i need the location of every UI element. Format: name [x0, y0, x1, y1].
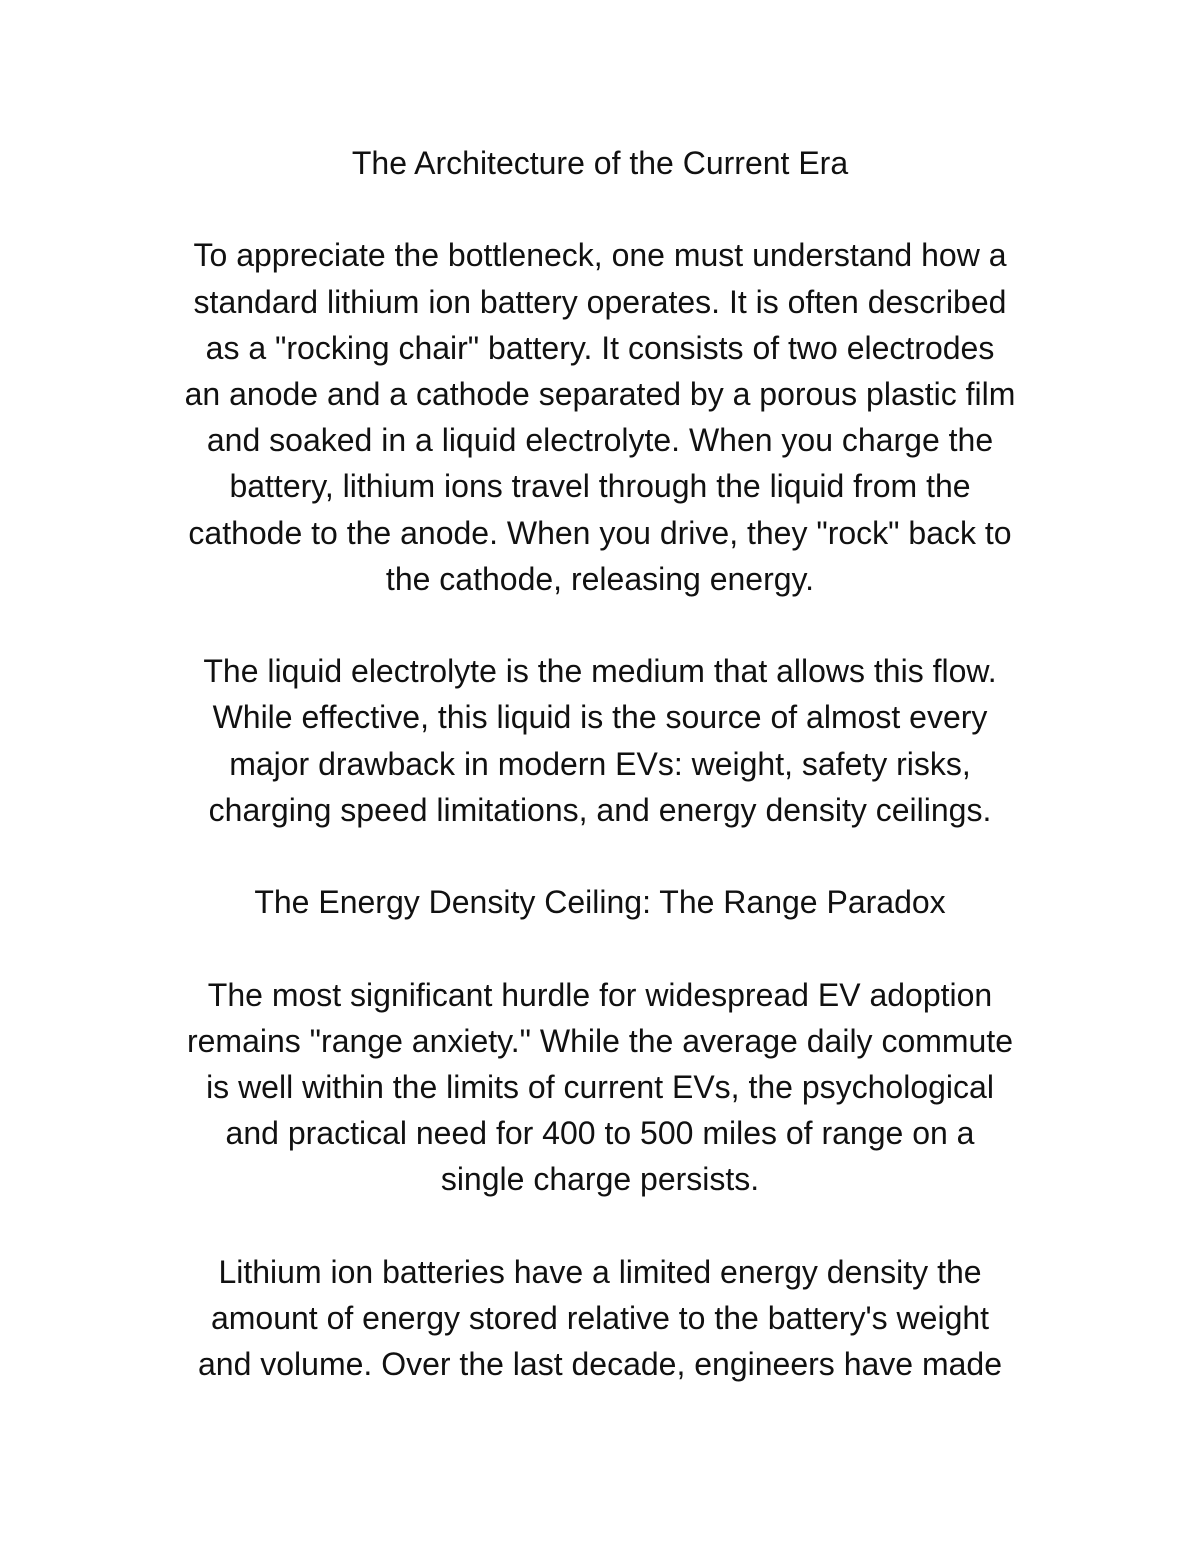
body-paragraph: Lithium ion batteries have a limited energy density the amount of energy stored relative to the battery's weight and volume. Over the last decade, engineers have made — [197, 1253, 1003, 1383]
spacer — [130, 602, 1070, 648]
section-heading: The Energy Density Ceiling: The Range Paradox — [254, 884, 946, 921]
spacer — [130, 925, 1070, 971]
spacer — [130, 186, 1070, 232]
body-paragraph: The liquid electrolyte is the medium that allows this flow. While effective, this liquid is the source of almost every major drawback in modern EVs: weight, safety risks, charging speed limitations, and energy density ceilings. — [203, 653, 997, 828]
spacer — [130, 833, 1070, 879]
document-body — [130, 140, 1070, 1387]
section-heading: The Architecture of the Current Era — [351, 145, 849, 181]
body-paragraph: To appreciate the bottleneck, one must understand how a standard lithium ion battery operates. It is often described as a "rocking chair" battery. It consists of two electrodes an anode and a cathode separated by a porous plastic film and soaked in a liquid electrolyte. When you charge the battery, lithium ions travel through the liquid from the cathode to the anode. When you drive, they "rock" back to the cathode, releasing energy. — [184, 237, 1016, 597]
spacer — [130, 1203, 1070, 1249]
body-paragraph: The most significant hurdle for widespread EV adoption remains "range anxiety." While the average daily commute is well within the limits of current EVs, the psychological and practical need for 400 to 500 miles of range on a single charge persists. — [186, 976, 1014, 1198]
